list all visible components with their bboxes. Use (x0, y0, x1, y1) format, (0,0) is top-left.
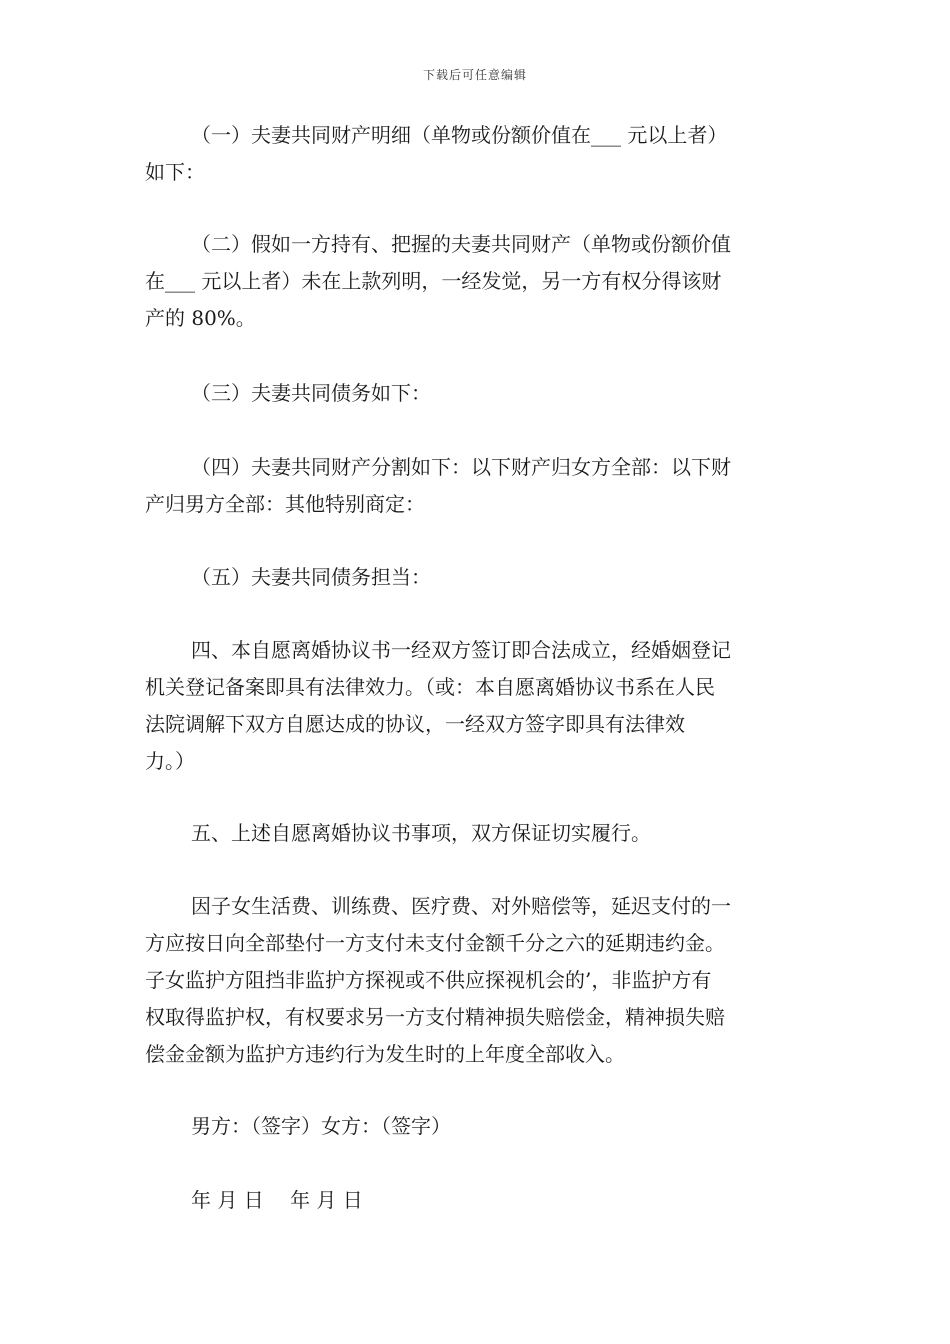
text-line: 力。） (145, 749, 195, 773)
text-line: （四）夫妻共同财产分割如下：以下财产归女方全部：以下财 (191, 455, 731, 479)
paragraph-item-4 (145, 449, 805, 523)
text-line: 男方：（签字）女方：（签字） (191, 1114, 451, 1138)
text-line: 年 月 日 年 月 日 (191, 1188, 363, 1212)
text-line: 权取得监护权，有权要求另一方支付精神损失赔偿金，精神损失赔 (145, 1005, 725, 1029)
paragraph-dates (145, 1182, 805, 1219)
header-note: 下载后可任意编辑 (422, 68, 527, 82)
paragraph-section-4 (145, 632, 805, 780)
paragraph-item-1 (145, 117, 805, 191)
text-line: 产归男方全部：其他特别商定： (145, 492, 425, 516)
text-line: 法院调解下双方自愿达成的协议，一经双方签字即具有法律效 (145, 712, 685, 736)
text-line: 在___ 元以上者）未在上款列明，一经发觉，另一方有权分得该财 (145, 269, 722, 293)
text-line: 因子女生活费、训练费、医疗费、对外赔偿等，延迟支付的一 (191, 894, 731, 918)
text-line: 产的 80%。 (145, 306, 256, 330)
paragraph-penalty (145, 888, 805, 1073)
text-line: 偿金金额为监护方违约行为发生时的上年度全部收入。 (145, 1042, 625, 1066)
text-line: 如下： (145, 160, 205, 184)
text-line: （一）夫妻共同财产明细（单物或份额价值在___ 元以上者） (191, 123, 728, 147)
text-line: 方应按日向全部垫付一方支付未支付金额千分之六的延期违约金。 (145, 931, 725, 955)
paragraph-section-5 (145, 815, 805, 852)
paragraph-item-3 (145, 375, 805, 412)
paragraph-item-2 (145, 226, 805, 337)
text-line: （三）夫妻共同债务如下： (191, 381, 431, 405)
paragraph-item-5 (145, 559, 805, 596)
text-line: （五）夫妻共同债务担当： (191, 565, 431, 589)
text-line: （二）假如一方持有、把握的夫妻共同财产（单物或份额价值 (191, 232, 731, 256)
text-line: 机关登记备案即具有法律效力。（或：本自愿离婚协议书系在人民 (145, 675, 715, 699)
text-line: 四、本自愿离婚协议书一经双方签订即合法成立，经婚姻登记 (191, 638, 731, 662)
paragraph-signatures (145, 1108, 805, 1145)
text-line: 子女监护方阻挡非监护方探视或不供应探视机会的’，非监护方有 (145, 968, 712, 992)
text-line: 五、上述自愿离婚协议书事项，双方保证切实履行。 (191, 821, 651, 845)
